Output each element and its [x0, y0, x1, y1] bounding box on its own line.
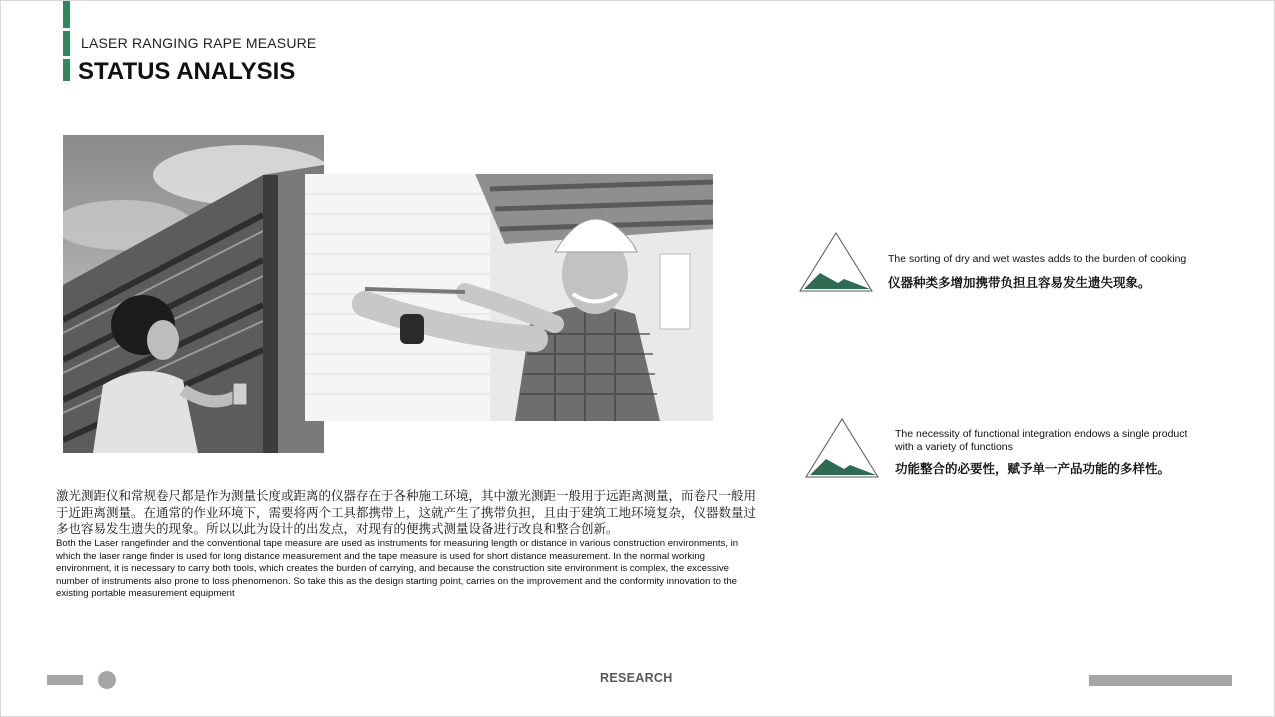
description-chinese: 激光测距仪和常规卷尺都是作为测量长度或距离的仪器存在于各种施工环境，其中激光测距一般用于远距离测量，而卷尺一般用于近距离测量。在通常的作业环境下，需要将两个工具都携带上，这就产生了携带负担，且由于建筑工地环境复杂，仪器数量过多也容易发生遗失的现象。所以以此为设计的出发点，对现有的便携式测量设备进行改良和整合创新。	[56, 489, 757, 536]
mountain-triangle-icon	[798, 231, 874, 298]
header-subtitle: LASER RANGING RAPE MEASURE	[81, 35, 317, 51]
footer-right-bar	[1089, 675, 1232, 686]
accent-bar-bottom	[63, 59, 70, 81]
footer-left-bar	[47, 675, 83, 685]
accent-bar-top	[63, 1, 70, 28]
footer-label: RESEARCH	[600, 671, 673, 685]
point-2-chinese: 功能整合的必要性，赋予单一产品功能的多样性。	[895, 462, 1171, 476]
page-title: STATUS ANALYSIS	[78, 58, 296, 85]
accent-bar-middle	[63, 31, 70, 56]
footer-circle	[98, 671, 116, 689]
description-english: Both the Laser rangefinder and the conventional tape measure are used as instruments for measuring length or distance in various construction environments, in which the laser range finder is used for long distance measurement and the tape measure is used for short distance measurement. In the normal working environment, it is necessary to carry both tools, which creates the burden of carrying, and because the construction site environment is complex, the excessive number of instruments also prone to loss phenomenon. So take this as the design starting point, carries on the improvement and the conformity innovation to the existing portable measurement equipment	[56, 538, 739, 600]
point-2-english: The necessity of functional integration endows a single product with a variety of functions	[895, 428, 1188, 453]
point-1-chinese: 仪器种类多增加携带负担且容易发生遗失现象。	[888, 276, 1151, 290]
point-1-english: The sorting of dry and wet wastes adds to the burden of cooking	[888, 253, 1187, 265]
building-surveyor-photo	[63, 135, 324, 453]
worker-measuring-photo	[305, 174, 713, 421]
mountain-triangle-icon	[804, 417, 880, 484]
